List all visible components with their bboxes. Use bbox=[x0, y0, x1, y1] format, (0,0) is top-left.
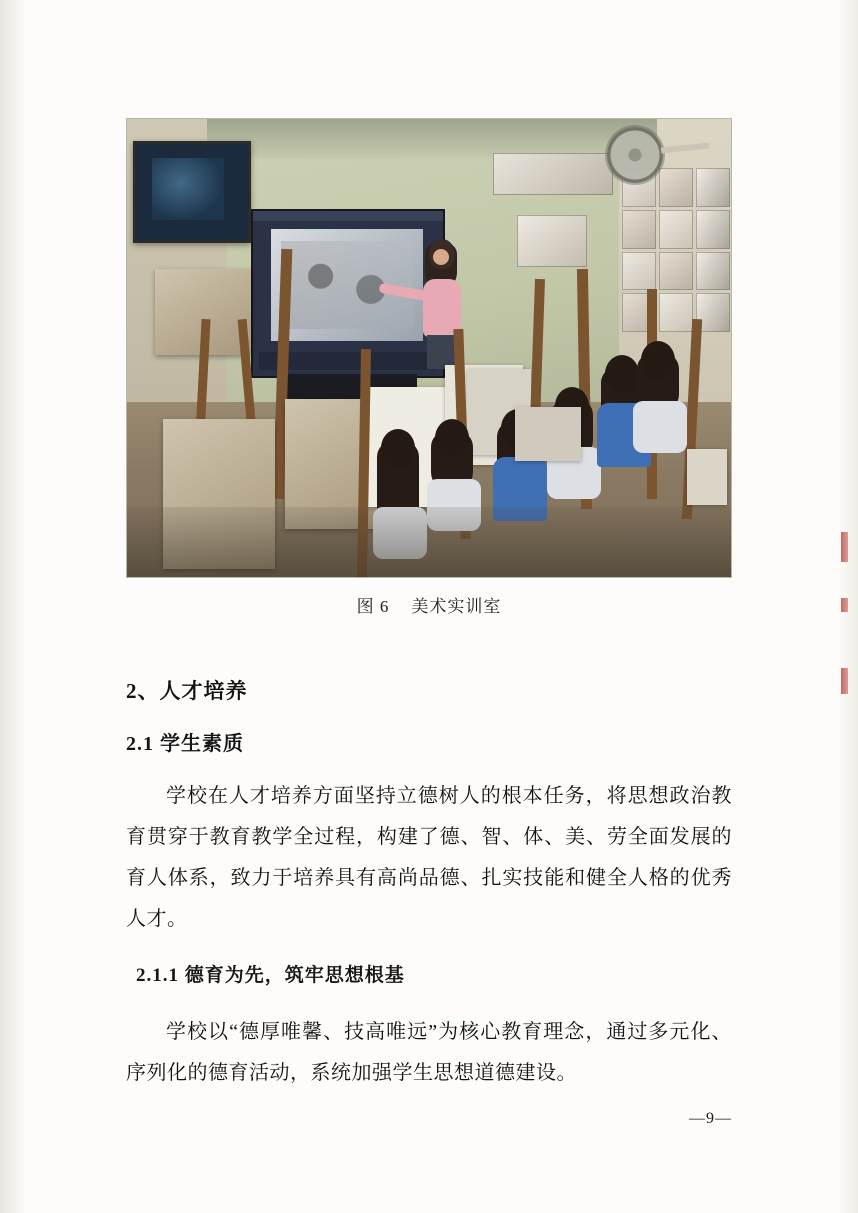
wall-artwork bbox=[493, 153, 613, 195]
photo-floor-shadow bbox=[127, 507, 732, 577]
student-figure bbox=[633, 341, 681, 449]
page-content bbox=[126, 118, 732, 1094]
easel-paper bbox=[515, 407, 581, 461]
figure-image bbox=[126, 118, 732, 578]
easel-paper bbox=[687, 449, 727, 505]
figure-6 bbox=[126, 118, 732, 617]
section-heading-2: 2、人才培养 bbox=[126, 679, 248, 703]
paragraph-2-1-1: 学校在人才培养方面坚持立德树人的根本任务，将思想政治教育贯穿于教育教学全过程，构建了德、智、体、美、劳全面发展的育人体系，致力于培养具有高尚品德、扎实技能和健全人格的优秀人才。 bbox=[126, 785, 732, 930]
wall-monitor-icon bbox=[133, 141, 251, 243]
margin-mark bbox=[841, 598, 848, 612]
wall-artwork-grid bbox=[619, 165, 732, 335]
ceiling-fan-icon bbox=[607, 127, 663, 183]
paragraph-2-1-1-1: 学校以“德厚唯馨、技高唯远”为核心教育理念，通过多元化、序列化的德育活动，系统加强学生思想道德建设。 bbox=[126, 1021, 732, 1085]
margin-mark bbox=[841, 668, 848, 694]
figure-caption-title: 美术实训室 bbox=[411, 597, 502, 616]
page-number: —9— bbox=[689, 1110, 732, 1127]
figure-caption-label: 图 6 bbox=[356, 597, 390, 616]
section-heading-2-1-1: 2.1.1 德育为先，筑牢思想根基 bbox=[136, 965, 405, 986]
section-heading-2-1: 2.1 学生素质 bbox=[126, 733, 244, 755]
figure-caption bbox=[126, 592, 732, 617]
margin-mark bbox=[841, 532, 848, 562]
wall-artwork bbox=[517, 215, 587, 267]
